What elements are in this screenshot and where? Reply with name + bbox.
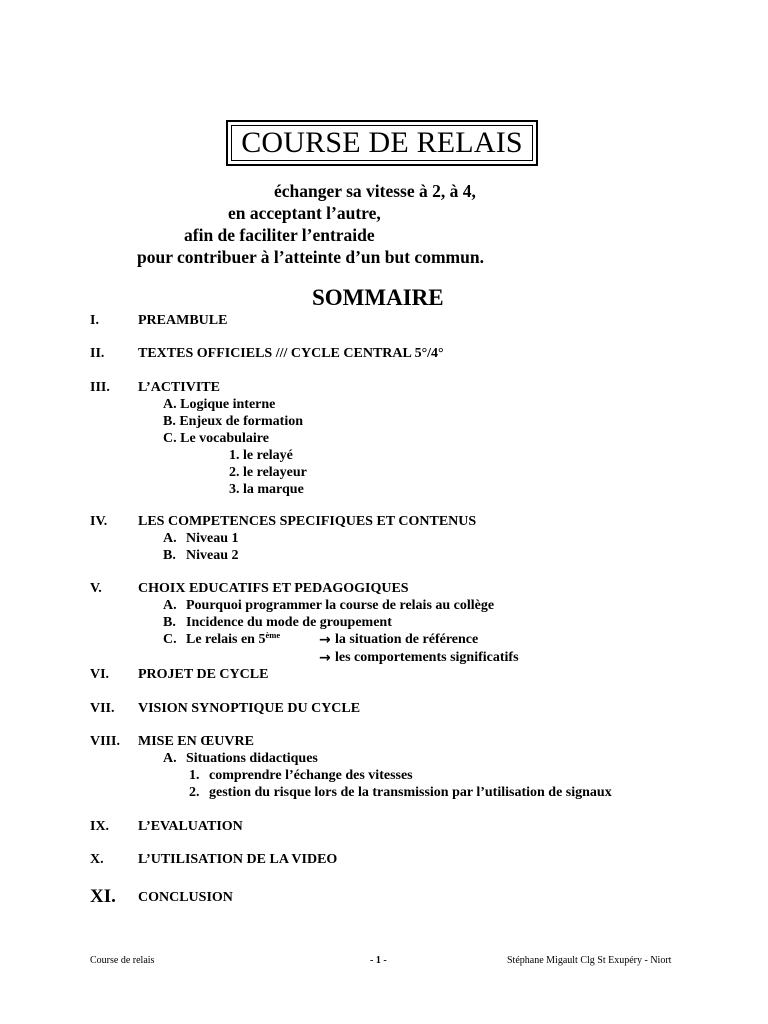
toc-subitem: C. Le vocabulaire (163, 431, 269, 446)
toc-item-activite: L’ACTIVITE (138, 380, 220, 395)
toc-number: II. (90, 346, 105, 361)
toc-subitem: Pourquoi programmer la course de relais au collège (186, 598, 495, 613)
toc-number: VII. (90, 701, 115, 716)
toc-subsubitem: 1. le relayé (229, 448, 293, 463)
page-title: COURSE DE RELAIS (231, 125, 533, 161)
toc-subitem-letter: A. (163, 751, 177, 766)
toc-subitem-letter: C. (163, 632, 177, 647)
toc-subsubitem: 2. le relayeur (229, 465, 307, 480)
footer-right: Stéphane Migault Clg St Exupéry - Niort (507, 955, 672, 966)
toc-note: la situation de référence (335, 632, 479, 647)
toc-item-competences: LES COMPETENCES SPECIFIQUES ET CONTENUS (138, 514, 477, 529)
motto-line-1: échanger sa vitesse à 2, à 4, (274, 181, 476, 201)
toc-number: VIII. (90, 734, 120, 749)
toc-subitem-letter: A. (163, 598, 177, 613)
toc-item-vision-synoptique: VISION SYNOPTIQUE DU CYCLE (138, 701, 361, 716)
toc-subitem: A. Logique interne (163, 397, 276, 412)
toc-subitem-letter: B. (163, 615, 176, 630)
toc-note: les comportements significatifs (335, 650, 519, 665)
toc-item-conclusion: CONCLUSION (138, 890, 233, 905)
title-frame (226, 120, 538, 166)
sommaire-heading: SOMMAIRE (312, 285, 444, 310)
toc-subsubitem: comprendre l’échange des vitesses (209, 768, 413, 783)
toc-number: IX. (90, 819, 110, 834)
motto-line-2: en acceptant l’autre, (228, 203, 381, 223)
toc-number: IV. (90, 514, 108, 529)
toc-number: X. (90, 852, 104, 867)
toc-item-video: L’UTILISATION DE LA VIDEO (138, 852, 338, 867)
toc-subitem: Incidence du mode de groupement (186, 615, 392, 630)
toc-subitem-letter: B. (163, 548, 176, 563)
toc-number: V. (90, 581, 102, 596)
toc-subsubitem: gestion du risque lors de la transmission par l’utilisation de signaux (209, 785, 612, 800)
toc-subsubitem-number: 2. (189, 785, 200, 800)
motto-line-3: afin de faciliter l’entraide (184, 225, 375, 245)
toc-number: VI. (90, 667, 110, 682)
toc-subitem (186, 632, 280, 648)
toc-number: I. (90, 313, 99, 328)
toc-item-choix-educatifs: CHOIX EDUCATIFS ET PEDAGOGIQUES (138, 581, 409, 596)
toc-subitem: Situations didactiques (186, 751, 318, 766)
toc-item-mise-en-oeuvre: MISE EN ŒUVRE (138, 734, 254, 749)
toc-number: III. (90, 380, 110, 395)
toc-item-preambule: PREAMBULE (138, 313, 228, 328)
toc-item-projet-cycle: PROJET DE CYCLE (138, 667, 269, 682)
motto-line-4: pour contribuer à l’atteinte d’un but commun. (137, 247, 484, 267)
toc-subitem-letter: A. (163, 531, 177, 546)
toc-subitem-text: Le relais en 5 (186, 632, 266, 647)
toc-subitem: Niveau 2 (186, 548, 239, 563)
toc-number: XI. (90, 886, 116, 907)
toc-item-textes-officiels: TEXTES OFFICIELS /// CYCLE CENTRAL 5°/4° (138, 346, 444, 361)
right-arrow-icon: → (319, 632, 331, 648)
toc-subsubitem-number: 1. (189, 768, 200, 783)
toc-subitem: B. Enjeux de formation (163, 414, 303, 429)
footer-left: Course de relais (90, 955, 155, 966)
toc-item-evaluation: L’EVALUATION (138, 819, 243, 834)
toc-subitem: Niveau 1 (186, 531, 239, 546)
right-arrow-icon: → (319, 650, 331, 666)
superscript: ème (265, 630, 281, 640)
page-number: - 1 - (370, 955, 387, 966)
toc-subsubitem: 3. la marque (229, 482, 304, 497)
